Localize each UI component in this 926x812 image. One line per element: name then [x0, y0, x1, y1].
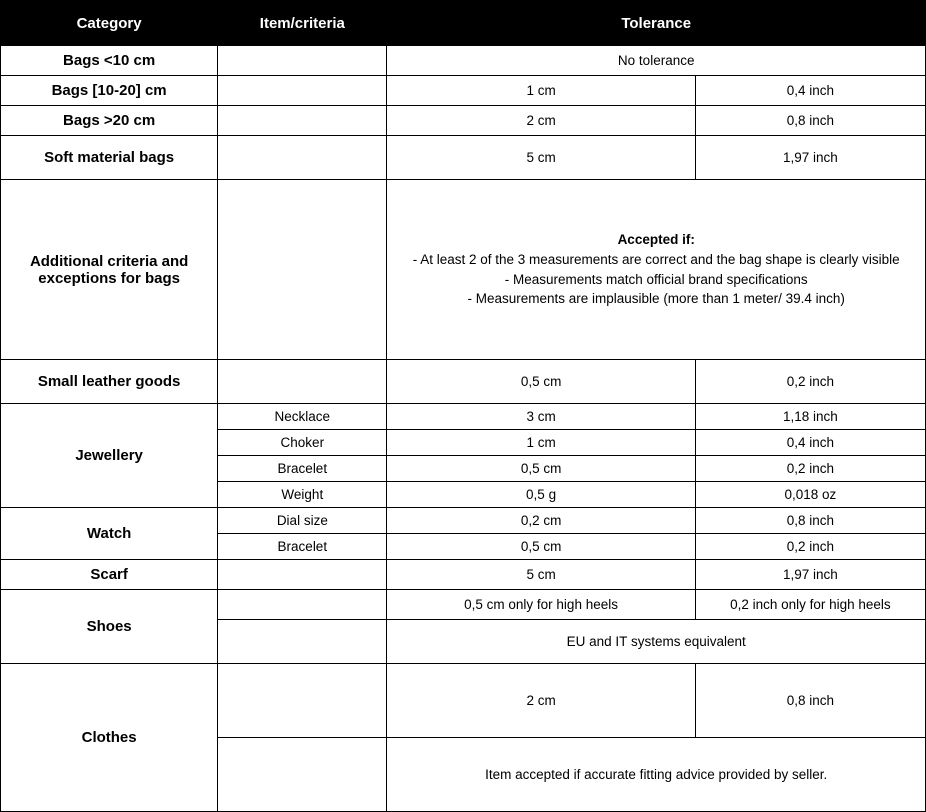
- table-row: [1, 106, 926, 136]
- row-tolerance-metric: 2 cm: [387, 106, 695, 136]
- row-category: Jewellery: [1, 404, 218, 508]
- table-body: [1, 46, 926, 812]
- row-item: Bracelet: [218, 456, 387, 482]
- table-row: [1, 590, 926, 620]
- row-tolerance-span: Item accepted if accurate fitting advice provided by seller.: [387, 738, 926, 812]
- row-category: Small leather goods: [1, 360, 218, 404]
- note-line: Accepted if:: [617, 232, 695, 248]
- row-item: Weight: [218, 482, 387, 508]
- row-tolerance-metric: 5 cm: [387, 560, 695, 590]
- table-row: [1, 76, 926, 106]
- row-category: Clothes: [1, 664, 218, 812]
- row-tolerance-notes: [387, 180, 926, 360]
- table-row: [1, 560, 926, 590]
- row-tolerance-metric: 0,5 cm: [387, 456, 695, 482]
- row-category: Shoes: [1, 590, 218, 664]
- row-tolerance-metric: 5 cm: [387, 136, 695, 180]
- row-tolerance-metric: 0,5 g: [387, 482, 695, 508]
- row-item: [218, 620, 387, 664]
- row-tolerance-imperial: 0,2 inch: [695, 360, 925, 404]
- row-tolerance-imperial: 0,2 inch: [695, 456, 925, 482]
- row-category: Watch: [1, 508, 218, 560]
- row-tolerance-metric: 0,5 cm: [387, 360, 695, 404]
- row-item: [218, 738, 387, 812]
- row-tolerance-imperial: 0,2 inch only for high heels: [695, 590, 925, 620]
- row-tolerance-imperial: 1,18 inch: [695, 404, 925, 430]
- row-item: Necklace: [218, 404, 387, 430]
- row-tolerance-span: EU and IT systems equivalent: [387, 620, 926, 664]
- row-tolerance-imperial: 0,2 inch: [695, 534, 925, 560]
- row-tolerance-metric: 3 cm: [387, 404, 695, 430]
- row-item: [218, 180, 387, 360]
- note-line: - Measurements match official brand specifications: [504, 271, 808, 287]
- row-item: [218, 106, 387, 136]
- row-category: Bags <10 cm: [1, 46, 218, 76]
- row-item: [218, 664, 387, 738]
- row-item: [218, 136, 387, 180]
- table-row: [1, 360, 926, 404]
- row-item: [218, 76, 387, 106]
- row-tolerance-metric: 1 cm: [387, 76, 695, 106]
- table-row: [1, 46, 926, 76]
- row-tolerance-span: No tolerance: [387, 46, 926, 76]
- table-row: [1, 664, 926, 738]
- row-tolerance-metric: 1 cm: [387, 430, 695, 456]
- row-category: Scarf: [1, 560, 218, 590]
- row-tolerance-imperial: 0,018 oz: [695, 482, 925, 508]
- header-tolerance: Tolerance: [387, 1, 926, 46]
- note-line: - Measurements are implausible (more than 1 meter/ 39.4 inch): [467, 291, 845, 307]
- row-tolerance-imperial: 0,8 inch: [695, 106, 925, 136]
- row-tolerance-metric: 2 cm: [387, 664, 695, 738]
- table-row: [1, 508, 926, 534]
- note-line: - At least 2 of the 3 measurements are correct and the bag shape is clearly visible: [412, 251, 900, 267]
- row-category: Soft material bags: [1, 136, 218, 180]
- header-category: Category: [1, 1, 218, 46]
- row-tolerance-imperial: 0,4 inch: [695, 76, 925, 106]
- row-item: [218, 46, 387, 76]
- row-tolerance-imperial: 0,8 inch: [695, 508, 925, 534]
- row-item: Dial size: [218, 508, 387, 534]
- table-row: [1, 180, 926, 360]
- header-item-criteria: Item/criteria: [218, 1, 387, 46]
- row-tolerance-imperial: 0,4 inch: [695, 430, 925, 456]
- row-category: Bags >20 cm: [1, 106, 218, 136]
- row-item: [218, 590, 387, 620]
- table-row: [1, 136, 926, 180]
- row-tolerance-metric: 0,2 cm: [387, 508, 695, 534]
- table-header: [1, 1, 926, 46]
- row-item: Bracelet: [218, 534, 387, 560]
- row-tolerance-imperial: 1,97 inch: [695, 136, 925, 180]
- row-category: Bags [10-20] cm: [1, 76, 218, 106]
- row-item: Choker: [218, 430, 387, 456]
- row-item: [218, 360, 387, 404]
- row-item: [218, 560, 387, 590]
- row-tolerance-imperial: 0,8 inch: [695, 664, 925, 738]
- row-category: Additional criteria and exceptions for bags: [1, 180, 218, 360]
- row-tolerance-metric: 0,5 cm only for high heels: [387, 590, 695, 620]
- table-row: [1, 404, 926, 430]
- row-tolerance-metric: 0,5 cm: [387, 534, 695, 560]
- table-header-row: [1, 1, 926, 46]
- row-tolerance-imperial: 1,97 inch: [695, 560, 925, 590]
